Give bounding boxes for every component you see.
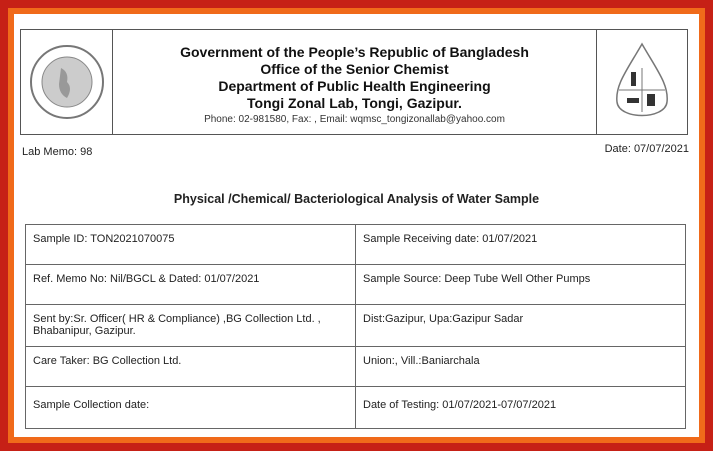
letterhead (20, 29, 688, 135)
department-name: Department of Public Health Engineering (218, 78, 491, 94)
sample-id: Sample ID: TON2021070075 (26, 225, 356, 265)
sample-source: Sample Source: Deep Tube Well Other Pumps (356, 265, 686, 305)
care-taker: Care Taker: BG Collection Ltd. (26, 347, 356, 387)
document-title: Physical /Chemical/ Bacteriological Analysis of Water Sample (173, 192, 540, 206)
table-row (26, 305, 686, 347)
report-date: Date: 07/07/2021 (604, 143, 689, 155)
govt-seal-cell (21, 30, 113, 134)
table-row (26, 265, 686, 305)
table-row (26, 225, 686, 265)
date-of-testing: Date of Testing: 01/07/2021-07/07/2021 (356, 387, 686, 429)
sample-info-table (25, 224, 686, 429)
union-village: Union:, Vill.:Baniarchala (356, 347, 686, 387)
dphe-logo-cell (596, 30, 687, 134)
govt-seal-icon (21, 30, 112, 134)
table-row (26, 347, 686, 387)
sample-receiving-date: Sample Receiving date: 01/07/2021 (356, 225, 686, 265)
sent-by: Sent by:Sr. Officer( HR & Compliance) ,BG Collection Ltd. , Bhabanipur, Gazipur. (26, 305, 356, 347)
dphe-logo-icon (597, 30, 687, 134)
govt-name: Government of the People’s Republic of Bangladesh (180, 44, 529, 60)
lab-memo: Lab Memo: 98 (22, 146, 93, 158)
contact-info: Phone: 02-981580, Fax: , Email: wqmsc_tongizonallab@yahoo.com (204, 114, 505, 125)
ref-memo: Ref. Memo No: Nil/BGCL & Dated: 01/07/2021 (26, 265, 356, 305)
district: Dist:Gazipur, Upa:Gazipur Sadar (356, 305, 686, 347)
document-page (14, 14, 699, 437)
sample-collection-date: Sample Collection date: (26, 387, 356, 429)
letterhead-titles (113, 44, 596, 125)
office-name: Office of the Senior Chemist (260, 61, 449, 77)
table-row (26, 387, 686, 429)
lab-name: Tongi Zonal Lab, Tongi, Gazipur. (247, 95, 462, 111)
